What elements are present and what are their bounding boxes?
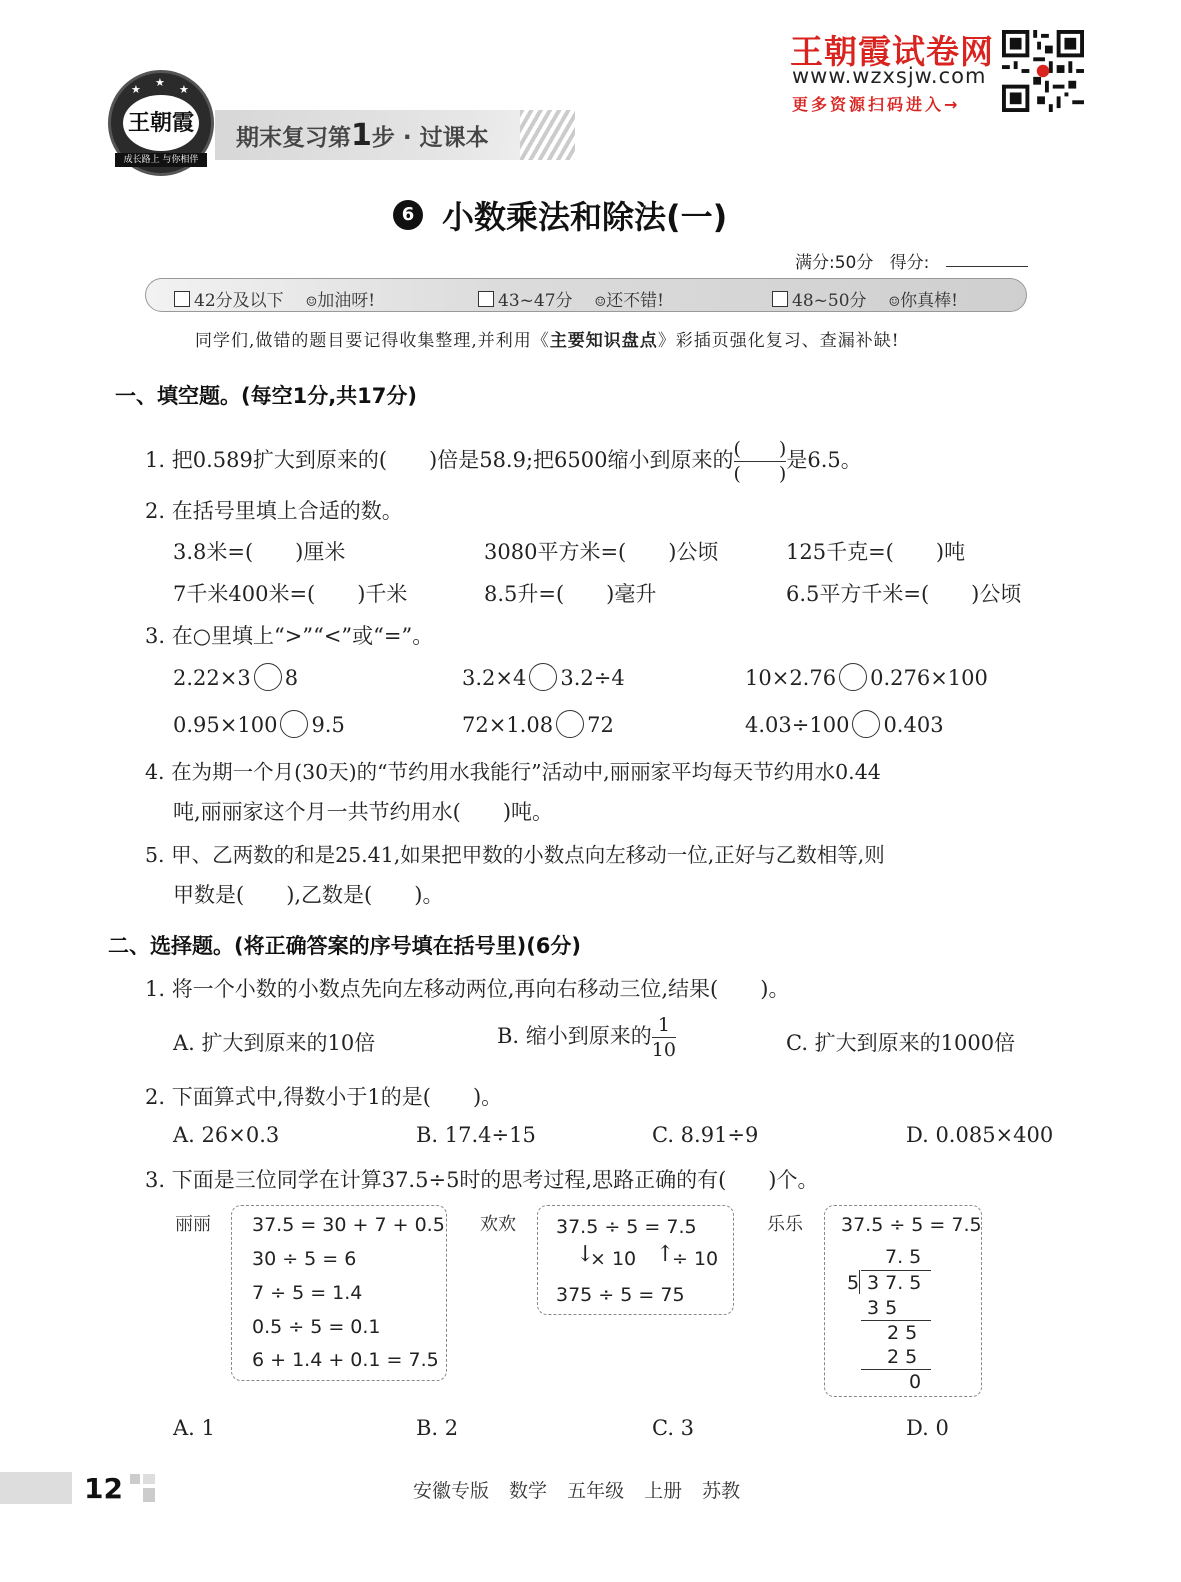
- compare-circle[interactable]: [839, 663, 867, 691]
- student-name-lili: 丽丽: [175, 1214, 211, 1235]
- footer-edition-text: 安徽专版 数学 五年级 上册 苏教: [413, 1480, 741, 1502]
- option-b[interactable]: B. 2: [416, 1416, 459, 1440]
- option-c[interactable]: C. 8.91÷9: [652, 1123, 759, 1147]
- section2-heading: 二、选择题。(将正确答案的序号填在括号里)(6分): [108, 934, 582, 958]
- score-label: 满分:50分 得分:: [795, 253, 930, 273]
- arrow-down-icon: ↓: [576, 1242, 595, 1267]
- arrow-up-icon: ↑: [656, 1242, 675, 1267]
- division-bar: [861, 1270, 931, 1271]
- option-a[interactable]: A. 1: [173, 1416, 215, 1440]
- rating-checkbox[interactable]: [478, 291, 494, 307]
- option-c[interactable]: C. 扩大到原来的1000倍: [786, 1031, 1016, 1055]
- seal-name: 王朝霞: [123, 95, 199, 151]
- q2-item: 6.5平方千米=( )公顷: [786, 582, 1022, 606]
- rating-low[interactable]: 42分及以下 ☺加油呀!: [174, 286, 375, 311]
- brand-tagline: 更多资源扫码进入→: [792, 95, 961, 114]
- rating-mid[interactable]: 43~47分 ☺还不错!: [478, 286, 664, 311]
- compare-circle[interactable]: [852, 710, 880, 738]
- q2-item: 125千克=( )吨: [786, 540, 966, 564]
- option-d[interactable]: D. 0: [906, 1416, 949, 1440]
- option-a[interactable]: A. 26×0.3: [173, 1123, 280, 1147]
- compare-circle[interactable]: [280, 710, 308, 738]
- brand-seal-logo: ★ ★ ★ 王朝霞 成长路上 与你相伴: [108, 70, 214, 176]
- banner-title: 期末复习第1步 · 过课本: [236, 118, 489, 153]
- s1-q1: 1. 把0.589扩大到原来的( )倍是58.9;把6500缩小到原来的 $\frac{( )}{( )}$ 是6.5。: [145, 438, 862, 485]
- banner-stripes: [520, 110, 575, 160]
- brand-url[interactable]: www.wzxsjw.com: [792, 64, 987, 88]
- option-c[interactable]: C. 3: [652, 1416, 695, 1440]
- s1-q5-line1: 5. 甲、乙两数的和是25.41,如果把甲数的小数点向左移动一位,正好与乙数相等,则: [145, 843, 885, 867]
- compare-circle[interactable]: [529, 663, 557, 691]
- compare-item: 10×2.76 0.276×100: [745, 663, 988, 691]
- s1-q3: 3. 在○里填上“>”“<”或“=”。: [145, 624, 434, 648]
- s2-q3: 3. 下面是三位同学在计算37.5÷5时的思考过程,思路正确的有( )个。: [145, 1168, 819, 1192]
- smile-face-icon: ☺: [594, 295, 607, 310]
- rating-bar: [145, 278, 1027, 312]
- qr-code-icon[interactable]: [1002, 30, 1084, 112]
- notice-text: 同学们,做错的题目要记得收集整理,并利用《主要知识盘点》彩插页强化复习、查漏补缺!: [195, 331, 900, 351]
- s1-q5-line2: 甲数是( ),乙数是( )。: [173, 883, 444, 907]
- compare-circle[interactable]: [556, 710, 584, 738]
- compare-item: 3.2×4 3.2÷4: [462, 663, 625, 691]
- q2-item: 8.5升=( )毫升: [484, 582, 657, 606]
- s2-q1: 1. 将一个小数的小数点先向左移动两位,再向右移动三位,结果( )。: [145, 977, 790, 1001]
- smile-face-icon: ☺: [888, 295, 901, 310]
- student-name-lele: 乐乐: [767, 1214, 803, 1235]
- rating-checkbox[interactable]: [174, 291, 190, 307]
- score-blank-line[interactable]: [946, 266, 1028, 267]
- seal-ribbon: 成长路上 与你相伴: [115, 153, 207, 167]
- brand-name: 王朝霞试卷网: [790, 32, 994, 71]
- huanhuan-work-box: 37.5 ÷ 5 = 7.5 ↓ × 10 ↑ ÷ 10 375 ÷ 5 = 75: [537, 1205, 734, 1315]
- s1-q4-line1: 4. 在为期一个月(30天)的“节约用水我能行”活动中,丽丽家平均每天节约用水0.44: [145, 760, 881, 784]
- footer-bar: [0, 1472, 72, 1504]
- compare-item: 4.03÷100 0.403: [745, 710, 944, 738]
- rating-high[interactable]: 48~50分 ☺你真棒!: [772, 286, 958, 311]
- option-d[interactable]: D. 0.085×400: [906, 1123, 1054, 1147]
- page-title: 小数乘法和除法(一): [442, 198, 728, 236]
- option-b[interactable]: B. 缩小到原来的 $\frac{1}{10}$: [497, 1014, 676, 1061]
- smile-face-icon: ☺: [305, 295, 318, 310]
- q2-item: 3.8米=( )厘米: [173, 540, 346, 564]
- s2-q2: 2. 下面算式中,得数小于1的是( )。: [145, 1085, 503, 1109]
- compare-circle[interactable]: [254, 663, 282, 691]
- student-name-huanhuan: 欢欢: [480, 1214, 516, 1235]
- rating-checkbox[interactable]: [772, 291, 788, 307]
- page-number: 12: [84, 1472, 123, 1505]
- q2-item: 3080平方米=( )公顷: [484, 540, 719, 564]
- unit-number-badge: 6: [393, 200, 423, 230]
- compare-item: 2.22×3 8: [173, 663, 298, 691]
- compare-item: 0.95×100 9.5: [173, 710, 345, 738]
- division-bracket: [859, 1270, 860, 1294]
- section1-heading: 一、填空题。(每空1分,共17分): [115, 384, 418, 408]
- q1-fraction-blank[interactable]: $\frac{( )}{( )}$: [733, 438, 787, 485]
- option-b[interactable]: B. 17.4÷15: [416, 1123, 536, 1147]
- s1-q4-line2: 吨,丽丽家这个月一共节约用水( )吨。: [173, 800, 554, 824]
- lili-work-box: 37.5 = 30 + 7 + 0.5 30 ÷ 5 = 6 7 ÷ 5 = 1.4 0.5 ÷ 5 = 0.1 6 + 1.4 + 0.1 = 7.5: [231, 1205, 447, 1381]
- s1-q2: 2. 在括号里填上合适的数。: [145, 499, 403, 523]
- compare-item: 72×1.08 72: [462, 710, 614, 738]
- q2-item: 7千米400米=( )千米: [173, 582, 408, 606]
- lele-work-box: 37.5 ÷ 5 = 7.5 7. 5 5 3 7. 5 3 5 2 5 2 5 0: [824, 1205, 982, 1397]
- option-a[interactable]: A. 扩大到原来的10倍: [173, 1031, 376, 1055]
